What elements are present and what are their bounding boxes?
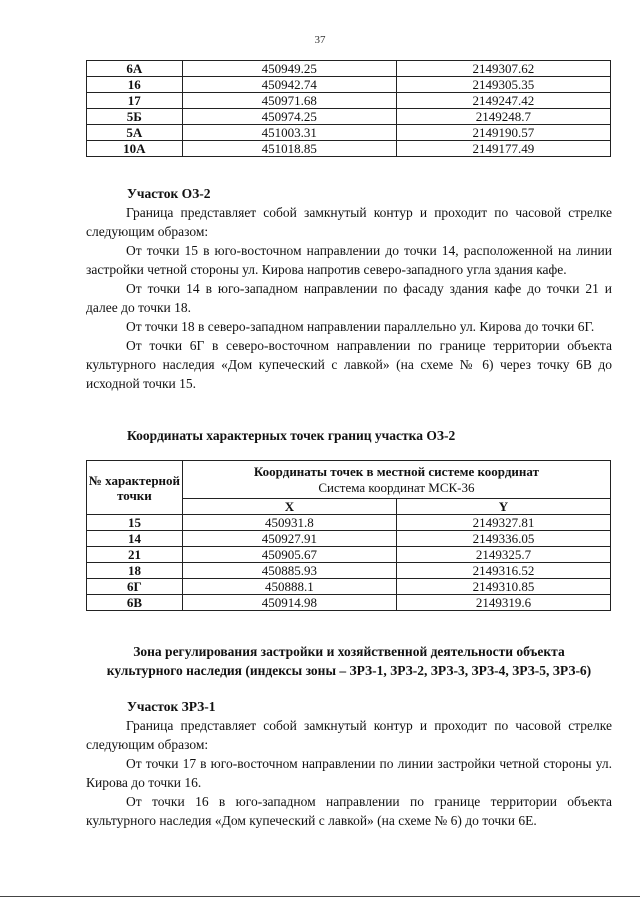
y-cell: 2149248.7 (396, 109, 610, 125)
table-row (87, 515, 611, 531)
paragraph: От точки 18 в северо-западном направлении параллельно ул. Кирова до точки 6Г. (126, 319, 595, 334)
paragraph: От точки 15 в юго-восточном направлении до точки 14, расположенной на линии застройки четной стороны ул. Кирова напротив северо-западного угла здания кафе. (86, 243, 612, 277)
table-row (87, 531, 611, 547)
y-cell: 2149327.81 (396, 515, 610, 531)
point-cell: 5А (87, 125, 183, 141)
point-cell: 6В (87, 595, 183, 611)
x-cell: 450927.91 (182, 531, 396, 547)
table-row (87, 595, 611, 611)
x-cell: 451018.85 (182, 141, 396, 157)
section-zrz1-body (86, 716, 612, 830)
point-cell: 6Г (87, 579, 183, 595)
coordinate-system-label: Система координат МСК-36 (318, 479, 475, 495)
point-cell: 6А (87, 61, 183, 77)
x-cell: 450914.98 (182, 595, 396, 611)
table-caption: Координаты характерных точек границ участка ОЗ-2 (127, 428, 456, 443)
point-cell: 17 (87, 93, 183, 109)
point-cell: 15 (87, 515, 183, 531)
point-cell: 18 (87, 563, 183, 579)
x-cell: 450888.1 (182, 579, 396, 595)
paragraph: От точки 16 в юго-западном направлении по границе территории объекта культурного наследия «Дом купеческий с лавкой» (на схеме № 6) до точки 6Е. (86, 794, 612, 828)
section-oz2-body (86, 203, 612, 393)
table-row (87, 61, 611, 77)
y-cell: 2149177.49 (396, 141, 610, 157)
paragraph: Граница представляет собой замкнутый контур и проходит по часовой стрелке следующим образом: (86, 718, 612, 752)
zone-title: Зона регулирования застройки и хозяйственной деятельности объекта культурного наследия (индексы зоны – ЗРЗ-1, ЗРЗ-2, ЗРЗ-3, ЗРЗ-4, ЗРЗ-5, ЗРЗ-6) (106, 644, 592, 678)
table-row (87, 93, 611, 109)
x-column-header: X (182, 499, 396, 515)
y-cell: 2149307.62 (396, 61, 610, 77)
point-cell: 21 (87, 547, 183, 563)
x-cell: 450931.8 (182, 515, 396, 531)
y-cell: 2149325.7 (396, 547, 610, 563)
paragraph: От точки 6Г в северо-восточном направлении по границе территории объекта культурного наследия «Дом купеческий с лавкой» (на схеме № 6) через точку 6В до исходной точки 15. (86, 338, 612, 391)
section-title-oz2: Участок ОЗ-2 (127, 186, 211, 201)
table-row (87, 579, 611, 595)
section-title-zrz1: Участок ЗРЗ-1 (127, 699, 216, 714)
table-row (87, 563, 611, 579)
coordinates-header (182, 461, 610, 499)
table-row (87, 125, 611, 141)
point-cell: 10А (87, 141, 183, 157)
y-cell: 2149316.52 (396, 563, 610, 579)
paragraph: От точки 14 в юго-западном направлении по фасаду здания кафе до точки 21 и далее до точки 18. (86, 281, 612, 315)
coordinates-table-continued (86, 60, 611, 157)
table-row (87, 77, 611, 93)
x-cell: 451003.31 (182, 125, 396, 141)
table-header-row (87, 461, 611, 499)
paragraph: Граница представляет собой замкнутый контур и проходит по часовой стрелке следующим образом: (86, 205, 612, 239)
y-cell: 2149247.42 (396, 93, 610, 109)
paragraph: От точки 17 в юго-восточном направлении по линии застройки четной стороны ул. Кирова до точки 16. (86, 756, 612, 790)
y-cell: 2149319.6 (396, 595, 610, 611)
table-row (87, 141, 611, 157)
y-cell: 2149310.85 (396, 579, 610, 595)
coordinates-header-title: Координаты точек в местной системе координат (253, 463, 539, 479)
point-cell: 14 (87, 531, 183, 547)
x-cell: 450971.68 (182, 93, 396, 109)
point-cell: 5Б (87, 109, 183, 125)
page-number: 37 (314, 34, 326, 46)
table-row (87, 109, 611, 125)
point-cell: 16 (87, 77, 183, 93)
point-number-header: № характерной точки (87, 461, 183, 515)
table-row (87, 547, 611, 563)
x-cell: 450974.25 (182, 109, 396, 125)
x-cell: 450885.93 (182, 563, 396, 579)
coordinates-table-oz2 (86, 460, 611, 611)
x-cell: 450942.74 (182, 77, 396, 93)
x-cell: 450905.67 (182, 547, 396, 563)
y-cell: 2149305.35 (396, 77, 610, 93)
page-bottom-rule (0, 896, 640, 897)
y-cell: 2149336.05 (396, 531, 610, 547)
y-column-header: Y (396, 499, 610, 515)
x-cell: 450949.25 (182, 61, 396, 77)
y-cell: 2149190.57 (396, 125, 610, 141)
